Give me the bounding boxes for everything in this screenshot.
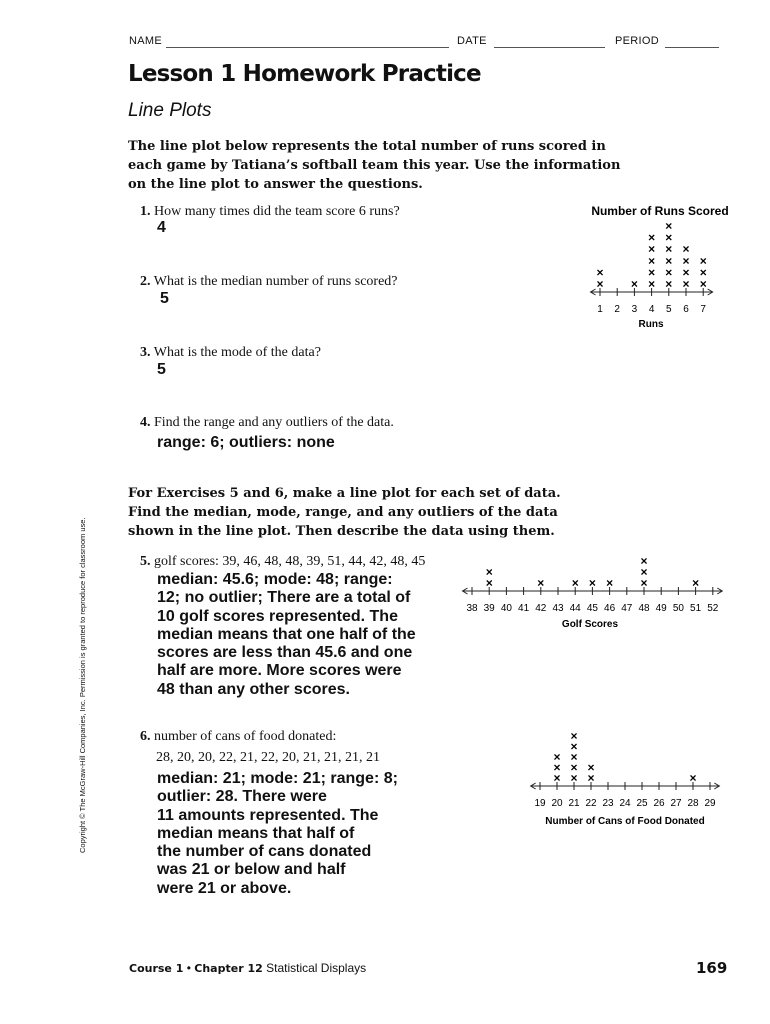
answer-1: 4: [157, 219, 166, 236]
instructions-2: [128, 484, 648, 541]
page-title: Lesson 1 Homework Practice: [128, 61, 481, 87]
answer-line: 12; no outlier; There are a total of: [157, 589, 411, 607]
tick-label: 7: [700, 304, 706, 315]
page-number: 169: [696, 959, 728, 977]
instructions-line: For Exercises 5 and 6, make a line plot for each set of data.: [128, 486, 561, 501]
data-point-marker: ×: [665, 219, 673, 233]
x-axis-label: Runs: [638, 319, 664, 330]
tick-label: 42: [535, 603, 547, 614]
answer-5: [157, 571, 447, 699]
tick-label: 41: [518, 603, 530, 614]
tick-label: 48: [638, 603, 650, 614]
data-point-marker: ×: [587, 771, 595, 785]
footer-chapter-label: Chapter 12: [194, 962, 263, 975]
tick-label: 25: [636, 798, 648, 809]
data-point-marker: ×: [587, 760, 595, 775]
instructions-line: Find the median, mode, range, and any outliers of the data: [128, 505, 558, 520]
tick-label: 29: [704, 798, 716, 809]
data-point-marker: ×: [665, 253, 673, 268]
tick-label: 39: [483, 603, 495, 614]
question-number: 4.: [140, 415, 151, 430]
x-axis-label: Number of Cans of Food Donated: [545, 816, 705, 827]
data-point-marker: ×: [640, 554, 648, 568]
chart-title: Number of Runs Scored: [591, 204, 729, 218]
footer-course-label: Course 1: [129, 962, 184, 975]
page-subtitle: Line Plots: [128, 100, 212, 121]
golf-scores-line-plot: [455, 550, 725, 635]
tick-label: 45: [586, 603, 598, 614]
answer-line: median: 21; mode: 21; range: 8;: [157, 770, 398, 787]
intro-line: each game by Tatiana’s softball team this year. Use the information: [128, 158, 621, 173]
question-text: What is the mode of the data?: [153, 345, 321, 360]
question-number: 1.: [140, 204, 151, 219]
exercise-number: 6.: [140, 729, 151, 744]
tick-label: 52: [707, 603, 719, 614]
data-point-marker: ×: [537, 576, 545, 590]
data-point-marker: ×: [665, 265, 673, 280]
answer-3: 5: [157, 361, 166, 378]
answer-6: [157, 770, 447, 898]
answer-line: 10 golf scores represented. The: [157, 607, 398, 625]
data-point-marker: ×: [606, 576, 614, 590]
tick-label: 22: [585, 798, 597, 809]
tick-label: 2: [614, 304, 620, 315]
tick-label: 27: [670, 798, 682, 809]
runs-line-plot: [580, 200, 740, 340]
exercise-5: [140, 553, 425, 571]
tick-label: 50: [672, 603, 684, 614]
x-axis-label: Golf Scores: [561, 619, 619, 630]
data-point-marker: ×: [699, 253, 707, 268]
footer-bullet: •: [186, 961, 191, 975]
answer-line: half are more. More scores were: [157, 662, 402, 680]
answer-line: the number of cans donated: [157, 843, 372, 861]
tick-label: 38: [466, 603, 478, 614]
exercise-number: 5.: [140, 554, 151, 569]
data-point-marker: ×: [630, 277, 638, 291]
answer-4: range: 6; outliers: none: [157, 434, 335, 451]
question-text: What is the median number of runs scored?: [153, 274, 398, 289]
tick-label: 24: [619, 798, 631, 809]
answer-line: median: 45.6; mode: 48; range:: [157, 571, 393, 588]
data-point-marker: ×: [648, 265, 656, 280]
intro-line: The line plot below represents the total number of runs scored in: [128, 139, 606, 154]
data-point-marker: ×: [570, 739, 578, 754]
tick-label: 26: [653, 798, 665, 809]
tick-label: 5: [666, 304, 672, 315]
tick-label: 46: [604, 603, 616, 614]
question-text: How many times did the team score 6 runs?: [154, 204, 400, 219]
question-4: [140, 414, 394, 432]
question-1: [140, 203, 400, 221]
tick-label: 4: [648, 304, 655, 315]
data-point-marker: ×: [665, 277, 673, 291]
tick-label: 6: [683, 304, 689, 315]
tick-label: 51: [690, 603, 702, 614]
data-point-marker: ×: [682, 253, 690, 268]
name-label: NAME: [129, 35, 162, 47]
question-number: 3.: [140, 345, 151, 360]
exercise-6: [140, 728, 380, 767]
data-point-marker: ×: [553, 750, 561, 764]
data-point-marker: ×: [665, 230, 673, 245]
copyright-notice: Copyright © The McGraw-Hill Companies, Inc. Permission is granted to reproduce for classroom use.: [78, 517, 87, 853]
tick-label: 43: [552, 603, 564, 614]
answer-line: were 21 or above.: [157, 879, 292, 897]
data-point-marker: ×: [596, 277, 604, 291]
data-point-marker: ×: [553, 760, 561, 775]
data-point-marker: ×: [648, 253, 656, 268]
instructions-line: shown in the line plot. Then describe the data using them.: [128, 524, 555, 539]
footer-course: [129, 961, 366, 975]
intro-line: on the line plot to answer the questions.: [128, 177, 423, 192]
data-point-marker: ×: [699, 277, 707, 291]
data-point-marker: ×: [570, 771, 578, 785]
answer-line: 48 than any other scores.: [157, 680, 350, 698]
tick-label: 40: [500, 603, 512, 614]
tick-label: 28: [687, 798, 699, 809]
data-point-marker: ×: [692, 576, 700, 590]
tick-label: 47: [621, 603, 633, 614]
cans-donated-line-plot: [515, 728, 735, 828]
data-point-marker: ×: [571, 576, 579, 590]
data-point-marker: ×: [596, 265, 604, 280]
answer-line: median means that one half of the: [157, 625, 416, 643]
data-point-marker: ×: [648, 230, 656, 245]
answer-line: outlier: 28. There were: [157, 788, 327, 806]
tick-label: 19: [534, 798, 546, 809]
name-blank: [166, 47, 449, 48]
tick-label: 23: [602, 798, 614, 809]
data-point-marker: ×: [640, 576, 648, 590]
data-point-marker: ×: [553, 771, 561, 785]
data-point-marker: ×: [570, 750, 578, 764]
data-point-marker: ×: [485, 576, 493, 590]
tick-label: 21: [568, 798, 580, 809]
tick-label: 20: [551, 798, 563, 809]
question-number: 2.: [140, 274, 151, 289]
answer-2: 5: [160, 290, 169, 307]
data-point-marker: ×: [682, 265, 690, 280]
exercise-text: number of cans of food donated:: [154, 729, 337, 744]
answer-line: was 21 or below and half: [157, 861, 346, 879]
period-label: PERIOD: [615, 35, 659, 47]
data-point-marker: ×: [648, 277, 656, 291]
question-2: [140, 273, 398, 291]
question-3: [140, 344, 321, 362]
answer-line: scores are less than 45.6 and one: [157, 644, 413, 662]
footer-topic: Statistical Displays: [266, 961, 367, 975]
data-point-marker: ×: [588, 576, 596, 590]
data-point-marker: ×: [485, 565, 493, 579]
date-label: DATE: [457, 35, 487, 47]
exercise-text: golf scores: 39, 46, 48, 48, 39, 51, 44, 42, 48, 45: [154, 554, 426, 569]
data-point-marker: ×: [640, 565, 648, 579]
period-blank: [665, 47, 719, 48]
tick-label: 3: [631, 304, 638, 315]
intro-text: [128, 137, 648, 194]
data-point-marker: ×: [665, 242, 673, 257]
data-point-marker: ×: [682, 277, 690, 291]
tick-label: 1: [597, 304, 603, 315]
data-point-marker: ×: [570, 729, 578, 743]
data-point-marker: ×: [648, 242, 656, 257]
tick-label: 49: [655, 603, 667, 614]
answer-line: 11 amounts represented. The: [157, 806, 379, 824]
tick-label: 44: [569, 603, 581, 614]
data-point-marker: ×: [689, 771, 697, 785]
answer-line: median means that half of: [157, 824, 355, 842]
data-point-marker: ×: [682, 242, 690, 257]
exercise-data: 28, 20, 20, 22, 21, 22, 20, 21, 21, 21, 21: [156, 750, 380, 765]
date-blank: [494, 47, 605, 48]
data-point-marker: ×: [570, 760, 578, 775]
data-point-marker: ×: [699, 265, 707, 280]
question-text: Find the range and any outliers of the data.: [154, 415, 394, 430]
